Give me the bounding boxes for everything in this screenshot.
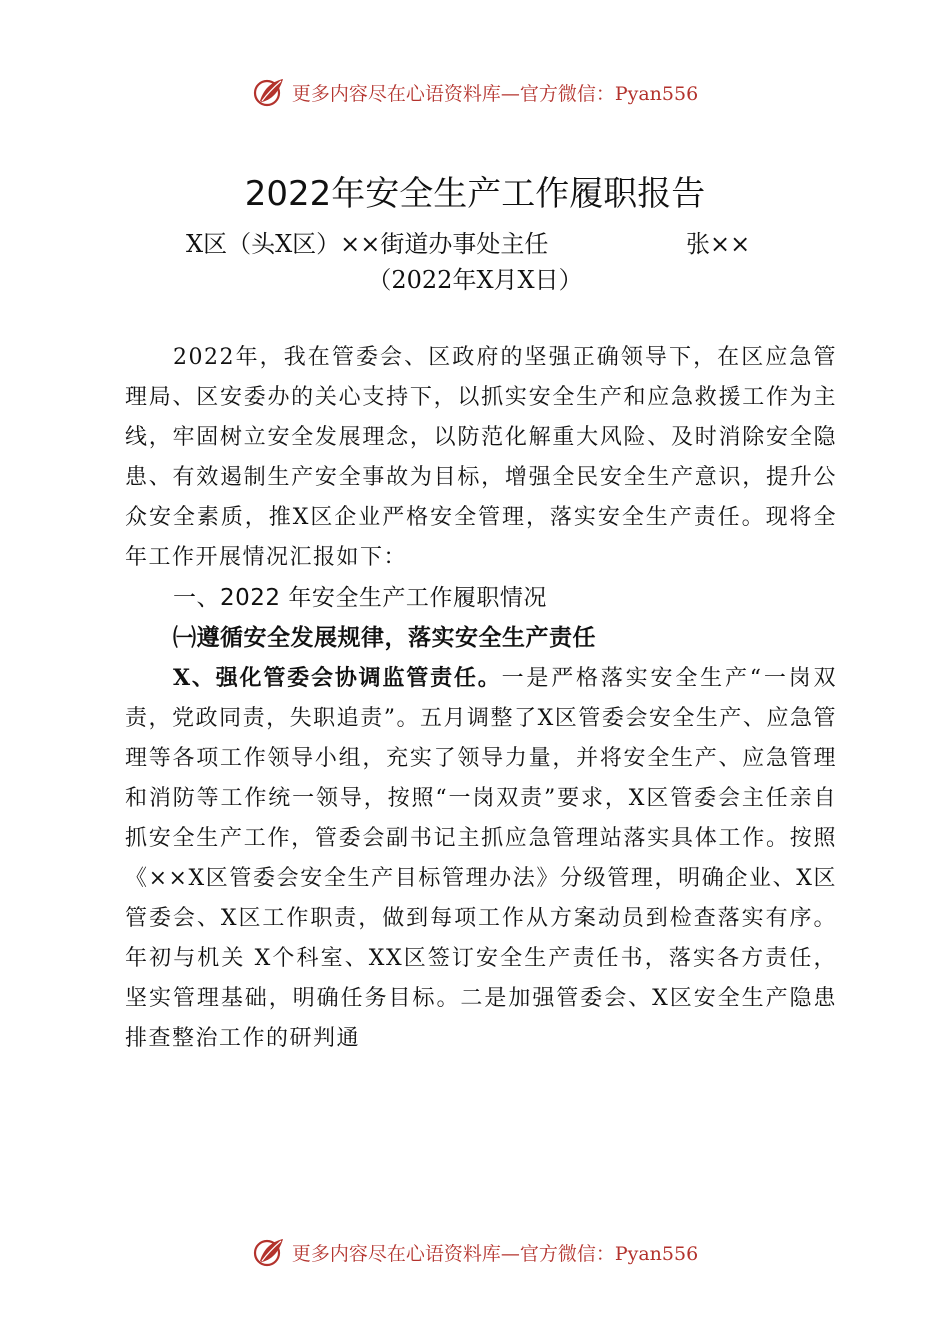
watermark-text: 更多内容尽在心语资料库—官方微信：Pyan556 (291, 82, 699, 105)
subsection-heading: ㈠遵循安全发展规律，落实安全生产责任 (173, 624, 596, 651)
watermark-text: 更多内容尽在心语资料库—官方微信：Pyan556 (291, 1242, 699, 1265)
watermark-footer (0, 1232, 950, 1272)
item-body: 一是严格落实安全生产“一岗双责，党政同责，失职追责”。五月调整了X区管委会安全生产、应急管理等各项工作领导小组，充实了领导力量，并将安全生产、应急管理和消防等工作统一领导，按照“一岗双责”要求，X区管委会主任亲自抓安全生产工作，管委会副书记主抓应急管理站落实具体工作。按照《××X区管委会安全生产目标管理办法》分级管理，明确企业、X区管委会、X区工作职责，做到每项工作从方案动员到检查落实有序。年初与机关 X个科室、XX区签订安全生产责任书，落实各方责任，坚实管理基础，明确任务目标。二是加强管委会、X区安全生产隐患排查整治工作的研判通 (125, 666, 838, 1051)
leaf-brand-icon (252, 75, 286, 109)
item-title: X、强化管委会协调监管责任。 (173, 665, 502, 691)
leaf-brand-icon (252, 1235, 286, 1269)
author-org: X区（头X区）××街道办事处主任 (186, 230, 549, 258)
intro-paragraph: 2022年，我在管委会、区政府的坚强正确领导下，在区应急管理局、区安委办的关心支持下，以抓实安全生产和应急救援工作为主线，牢固树立安全发展理念，以防范化解重大风险、及时消除安全隐患、有效遏制生产安全事故为目标，增强全民安全生产意识，提升公众安全素质，推X区企业严格安全管理，落实安全生产责任。现将全年工作开展情况汇报如下： (125, 345, 837, 570)
document-body (125, 338, 837, 1059)
author-name: 张×× (686, 230, 751, 258)
author-line (186, 224, 786, 264)
document-title: 2022年安全生产工作履职报告 (244, 174, 706, 214)
document-date: （2022年X月X日） (367, 266, 583, 294)
item-paragraph (125, 658, 837, 1059)
section-heading: 一、2022 年安全生产工作履职情况 (173, 585, 547, 611)
watermark-header (0, 72, 950, 112)
